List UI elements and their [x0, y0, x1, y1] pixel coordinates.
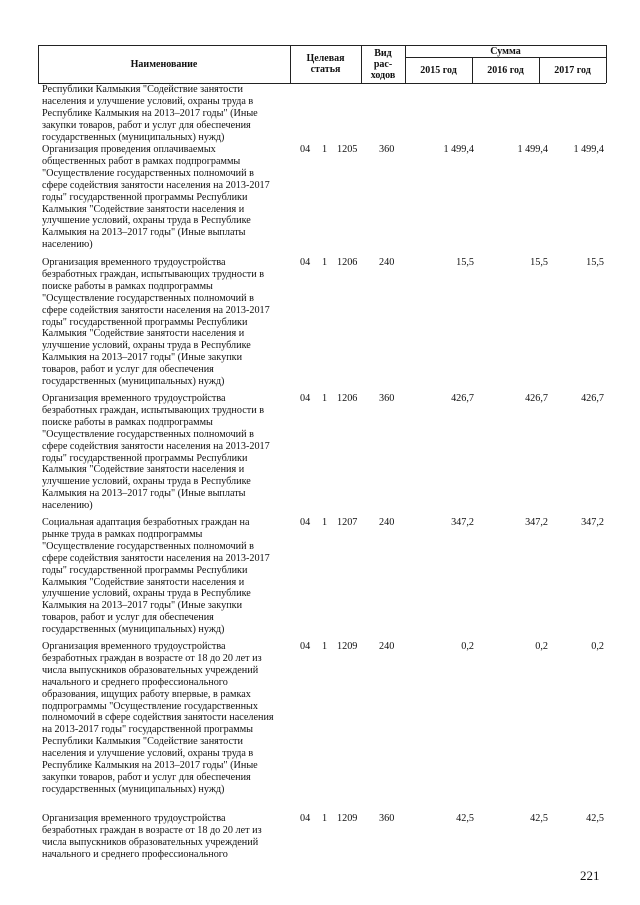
row-name: Организация временного трудоустройства безработных граждан в возрасте от 18 до 20 лет из числа выпускников образовательных учреждений начального и среднего профессионального образования, ищущих работу впервые, в рамках подпрограммы "Осуществление государственных полномочий в сфере содействия занятости населения на 2013-2017 годы" государственной программы Республики Калмыкия "Содействие занятости населения и улучшение условий, охраны труда в Республике Калмыкия на 2013–2017 годы" (Иные закупки товаров, работ и услуг для обеспечения государственных (муниципальных) нужд): [42, 641, 274, 795]
header-name: Наименование: [130, 58, 198, 70]
row-sum-2016: 42,5: [530, 813, 548, 824]
header-target: Целевая статья: [306, 53, 345, 75]
row-name: Организация временного трудоустройства безработных граждан, испытывающих трудности в поиске работы в рамках подпрограммы "Осуществление государственных полномочий в сфере содействия занятости населения на 2013-2017 годы" государственной программы Республики Калмыкия "Содействие занятости населения и улучшение условий, охраны труда в Республике Калмыкия на 2013–2017 годы" (Иные закупки товаров, работ и услуг для обеспечения государственных (муниципальных) нужд): [42, 257, 270, 388]
row-code-program: 1: [322, 144, 328, 155]
row-code-program: 1: [322, 813, 328, 824]
header-top-border: [38, 45, 606, 46]
row-code-item: 1209: [337, 641, 358, 652]
row-code-section: 04: [300, 144, 311, 155]
row-sum-2016: 1 499,4: [517, 144, 548, 155]
row-code-item: 1207: [337, 517, 358, 528]
row-sum-2017: 426,7: [581, 393, 604, 404]
row-code-section: 04: [300, 517, 311, 528]
row-expense-type: 360: [379, 393, 395, 404]
row-code-item: 1206: [337, 257, 358, 268]
row-sum-2016: 426,7: [525, 393, 548, 404]
row-expense-type: 360: [379, 144, 395, 155]
header-2017: 2017 год: [554, 64, 591, 76]
header-type: Вид рас-ходов: [370, 47, 396, 81]
header-border-4: [472, 57, 473, 83]
row-sum-2017: 42,5: [586, 813, 604, 824]
row-expense-type: 240: [379, 257, 395, 268]
row-code-program: 1: [322, 517, 328, 528]
row-sum-2016: 0,2: [535, 641, 548, 652]
header-border-left: [38, 45, 39, 83]
row-code-item: 1206: [337, 393, 358, 404]
row-sum-2017: 1 499,4: [573, 144, 604, 155]
row-code-section: 04: [300, 257, 311, 268]
header-sum-divider: [405, 57, 606, 58]
row-sum-2015: 0,2: [461, 641, 474, 652]
row-name: Организация проведения оплачиваемых общественных работ в рамках подпрограммы "Осуществление государственных полномочий в сфере содействия занятости населения на 2013-2017 годы" государственной программы Республики Калмыкия "Содействие занятости населения и улучшение условий, охраны труда в Республике Калмыкия на 2013–2017 годы" (Иные выплаты населению): [42, 144, 270, 251]
row-code-item: 1205: [337, 144, 358, 155]
row-name: Организация временного трудоустройства безработных граждан, испытывающих трудности в поиске работы в рамках подпрограммы "Осуществление государственных полномочий в сфере содействия занятости населения на 2013-2017 годы" государственной программы Республики Калмыкия "Содействие занятости населения и улучшение условий, охраны труда в Республике Калмыкия на 2013–2017 годы" (Иные выплаты населению): [42, 393, 270, 512]
row-sum-2017: 0,2: [591, 641, 604, 652]
header-2016: 2016 год: [487, 64, 524, 76]
row-code-program: 1: [322, 641, 328, 652]
row-sum-2016: 347,2: [525, 517, 548, 528]
row-code-program: 1: [322, 257, 328, 268]
header-border-2: [361, 45, 362, 83]
row-code-item: 1209: [337, 813, 358, 824]
row-code-section: 04: [300, 393, 311, 404]
row-sum-2015: 1 499,4: [443, 144, 474, 155]
row-name: Республики Калмыкия "Содействие занятости населения и улучшение условий, охраны труда в Республике Калмыкия на 2013–2017 годы" (Иные закупки товаров, работ и услуг для обеспечения государственных (муниципальных) нужд): [42, 84, 258, 143]
row-name: Организация временного трудоустройства безработных граждан в возрасте от 18 до 20 лет из числа выпускников образовательных учреждений начального и среднего профессионального: [42, 813, 262, 860]
row-code-section: 04: [300, 641, 311, 652]
row-code-section: 04: [300, 813, 311, 824]
header-border-5: [539, 57, 540, 83]
row-sum-2016: 15,5: [530, 257, 548, 268]
row-sum-2015: 15,5: [456, 257, 474, 268]
table-header: [38, 45, 606, 83]
row-expense-type: 240: [379, 641, 395, 652]
row-expense-type: 360: [379, 813, 395, 824]
header-border-1: [290, 45, 291, 83]
page-number: 221: [580, 868, 600, 883]
row-sum-2017: 347,2: [581, 517, 604, 528]
row-name: Социальная адаптация безработных граждан на рынке труда в рамках подпрограммы "Осуществление государственных полномочий в сфере содействия занятости населения на 2013-2017 годы" государственной программы Республики Калмыкия "Содействие занятости населения и улучшение условий, охраны труда в Республике Калмыкия на 2013–2017 годы" (Иные закупки товаров, работ и услуг для обеспечения государственных (муниципальных) нужд): [42, 517, 270, 636]
row-code-program: 1: [322, 393, 328, 404]
header-2015: 2015 год: [420, 64, 457, 76]
header-border-3: [405, 45, 406, 83]
row-sum-2015: 347,2: [451, 517, 474, 528]
row-sum-2017: 15,5: [586, 257, 604, 268]
row-sum-2015: 42,5: [456, 813, 474, 824]
row-expense-type: 240: [379, 517, 395, 528]
header-sum: Сумма: [490, 45, 521, 57]
header-border-right: [606, 45, 607, 83]
row-sum-2015: 426,7: [451, 393, 474, 404]
